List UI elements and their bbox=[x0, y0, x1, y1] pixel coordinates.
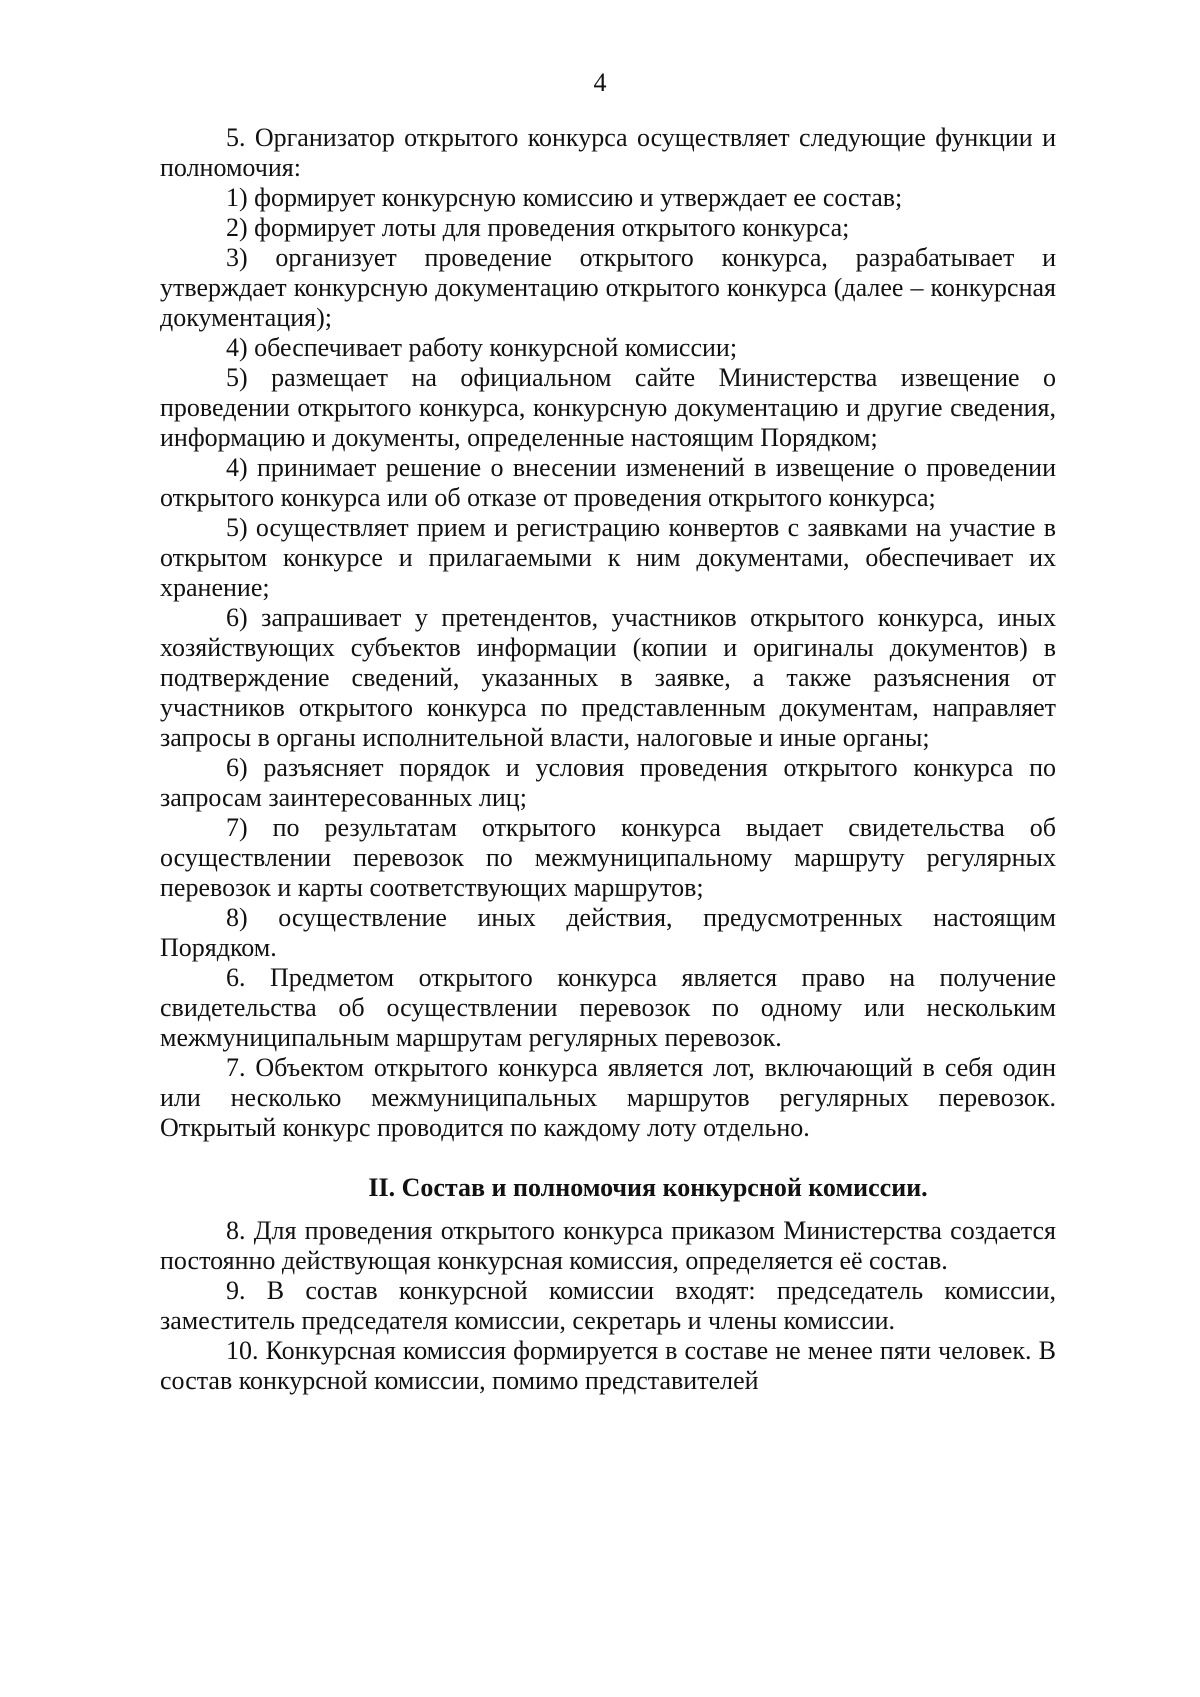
paragraph-9: 9. В состав конкурсной комиссии входят: председатель комиссии, заместитель председателя комиссии, секретарь и члены комиссии. bbox=[160, 1276, 1056, 1335]
list-item-6: 6) запрашивает у претендентов, участников открытого конкурса, иных хозяйствующих субъектов информации (копии и оригиналы документов) в подтверждение сведений, указанных в заявке, а также разъяснения от участников открытого конкурса по представленным документам, направляет запросы в органы исполнительной власти, налоговые и иные органы; bbox=[160, 603, 1056, 752]
page-number: 4 bbox=[593, 68, 607, 97]
paragraph-7: 7. Объектом открытого конкурса является лот, включающий в себя один или несколько межмуниципальных маршрутов регулярных перевозок. Открытый конкурс проводится по каждому лоту отдельно. bbox=[160, 1053, 1056, 1142]
list-item-5b: 5) осуществляет прием и регистрацию конвертов с заявками на участие в открытом конкурсе и прилагаемыми к ним документами, обеспечивает их хранение; bbox=[160, 513, 1056, 602]
paragraph-5: 5. Организатор открытого конкурса осуществляет следующие функции и полномочия: bbox=[160, 123, 1056, 182]
list-item-3: 3) организует проведение открытого конкурса, разрабатывает и утверждает конкурсную документацию открытого конкурса (далее – конкурсная документация); bbox=[160, 243, 1056, 332]
paragraph-6: 6. Предметом открытого конкурса является право на получение свидетельства об осуществлении перевозок по одному или нескольким межмуниципальным маршрутам регулярных перевозок. bbox=[160, 963, 1056, 1052]
paragraph-8: 8. Для проведения открытого конкурса приказом Министерства создается постоянно действующая конкурсная комиссия, определяется её состав. bbox=[160, 1216, 1056, 1275]
list-item-5: 5) размещает на официальном сайте Министерства извещение о проведении открытого конкурса, конкурсную документацию и другие сведения, информацию и документы, определенные настоящим Порядком; bbox=[160, 363, 1056, 452]
list-item-8: 8) осуществление иных действия, предусмотренных настоящим Порядком. bbox=[160, 903, 1056, 962]
list-item-4: 4) обеспечивает работу конкурсной комиссии; bbox=[226, 333, 738, 362]
list-item-2: 2) формирует лоты для проведения открытого конкурса; bbox=[226, 213, 850, 242]
document-body bbox=[160, 123, 1056, 1396]
list-item-6b: 6) разъясняет порядок и условия проведения открытого конкурса по запросам заинтересованных лиц; bbox=[160, 753, 1056, 812]
paragraph-10: 10. Конкурсная комиссия формируется в составе не менее пяти человек. В состав конкурсной комиссии, помимо представителей bbox=[160, 1336, 1056, 1395]
section-heading: II. Состав и полномочия конкурсной комиссии. bbox=[368, 1173, 928, 1202]
list-item-1: 1) формирует конкурсную комиссию и утверждает ее состав; bbox=[226, 183, 903, 212]
list-item-4b: 4) принимает решение о внесении изменений в извещение о проведении открытого конкурса или об отказе от проведения открытого конкурса; bbox=[160, 453, 1056, 512]
list-item-7: 7) по результатам открытого конкурса выдает свидетельства об осуществлении перевозок по межмуниципальному маршруту регулярных перевозок и карты соответствующих маршрутов; bbox=[160, 813, 1056, 902]
